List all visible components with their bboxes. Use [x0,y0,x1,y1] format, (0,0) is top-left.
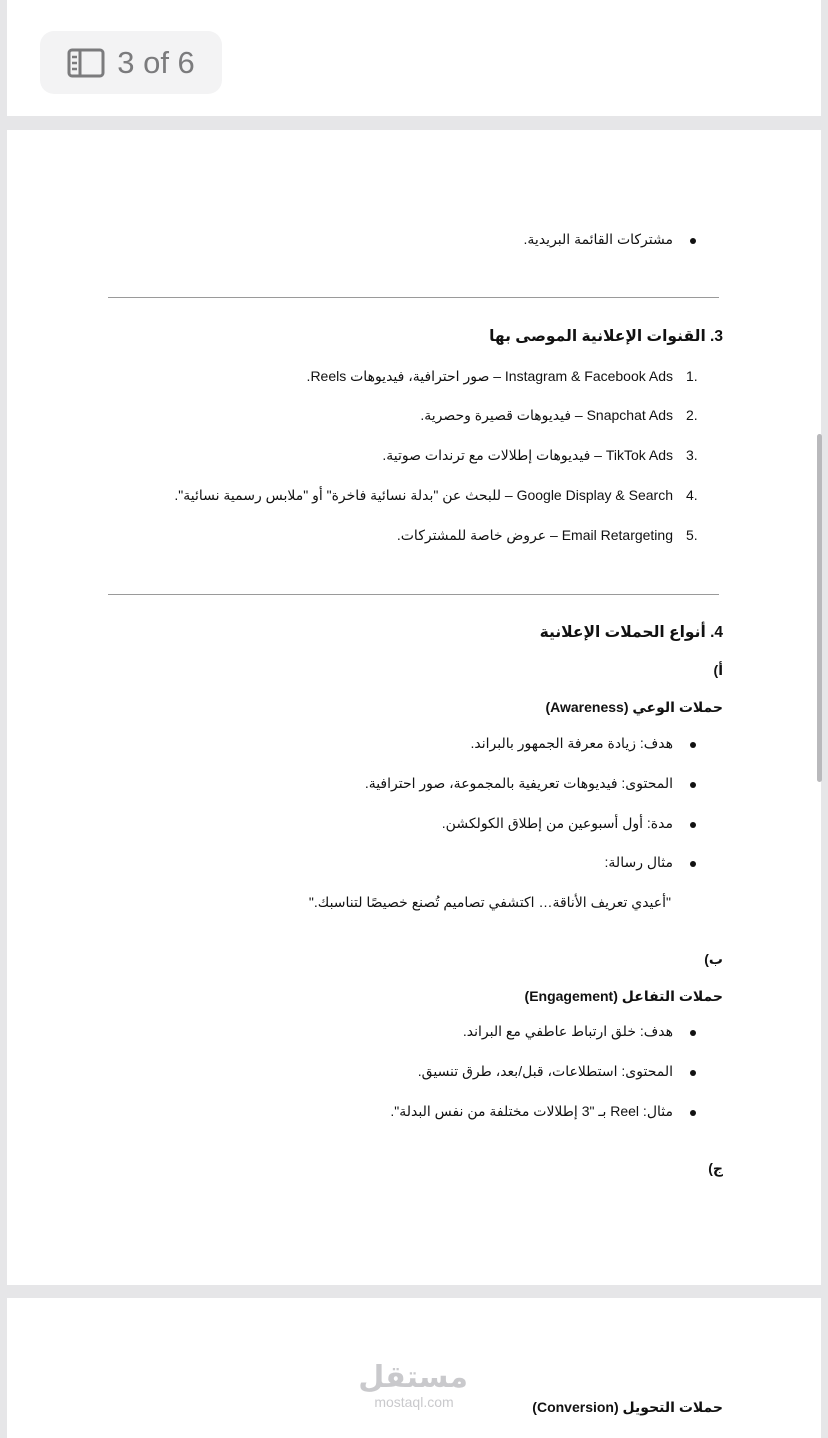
list-item [0,854,828,874]
horizontal-rule [108,594,719,595]
list-item-text: مثال: Reel بـ "3 إطلالات مختلفة من نفس البدلة". [390,1103,673,1119]
awareness-subtitle: حملات الوعي (Awareness) [545,699,723,715]
mostaql-watermark [360,1362,468,1410]
bullet-dot [690,1030,696,1036]
numbered-item-3 [0,447,828,469]
list-item [0,775,828,795]
page-counter[interactable] [40,31,222,94]
item-text: Instagram & Facebook Ads – صور احترافية، فيديوهات Reels. [306,368,673,384]
engagement-subtitle: حملات التفاعل (Engagement) [524,988,723,1004]
sidebar-panel-icon [67,48,105,78]
item-text: Email Retargeting – عروض خاصة للمشتركات. [396,527,673,543]
subsection-letter-b: ب) [704,951,723,967]
list-item-text: مشتركات القائمة البريدية. [523,231,673,247]
list-item-text: المحتوى: فيديوهات تعريفية بالمجموعة، صور احترافية. [364,775,673,791]
item-number: 4. [686,487,698,503]
item-text: TikTok Ads – فيديوهات إطلالات مع ترندات صوتية. [382,447,673,463]
item-number: 3. [686,447,698,463]
item-number: 5. [686,527,698,543]
bullet-dot [690,742,696,748]
horizontal-rule [108,297,719,298]
list-item-text: مدة: أول أسبوعين من إطلاق الكولكشن. [441,815,673,831]
bullet-dot [690,1110,696,1116]
item-text: Google Display & Search – للبحث عن "بدلة نسائية فاخرة" أو "ملابس رسمية نسائية". [174,487,673,503]
subsection-letter-c: ج) [708,1160,723,1176]
list-item [0,1103,828,1123]
page-counter-label: 3 of 6 [117,44,195,80]
list-item [0,231,828,251]
example-quote: "أعيدي تعريف الأناقة… اكتشفي تصاميم تُصنع خصيصًا لتناسبك." [308,894,671,910]
list-item-text: المحتوى: استطلاعات، قبل/بعد، طرق تنسيق. [417,1063,673,1079]
item-number: 1. [686,368,698,384]
section-4-heading: 4. أنواع الحملات الإعلانية [539,624,723,641]
bullet-dot [690,822,696,828]
watermark-latin: mostaql.com [374,1394,454,1410]
list-item [0,815,828,835]
item-text: Snapchat Ads – فيديوهات قصيرة وحصرية. [420,407,673,423]
item-number: 2. [686,407,698,423]
bullet-dot [690,1070,696,1076]
numbered-item-4 [0,487,828,509]
bullet-dot [690,861,696,867]
list-item [0,735,828,755]
numbered-item-5 [0,527,828,549]
bullet-dot [690,238,696,244]
watermark-arabic: مستقل [358,1361,468,1394]
list-item-text: هدف: زيادة معرفة الجمهور بالبراند. [470,735,673,751]
vertical-scrollbar[interactable] [817,434,822,782]
section-3-heading: 3. القنوات الإعلانية الموصى بها [489,328,723,345]
list-item [0,1023,828,1043]
bullet-dot [690,782,696,788]
list-item [0,1063,828,1083]
list-item-text: هدف: خلق ارتباط عاطفي مع البراند. [462,1023,673,1039]
list-item-text: مثال رسالة: [604,854,673,870]
subsection-letter-a: أ) [713,662,723,678]
numbered-item-2 [0,407,828,429]
conversion-subtitle: حملات التحويل (Conversion) [532,1399,723,1415]
numbered-item-1 [0,368,828,390]
